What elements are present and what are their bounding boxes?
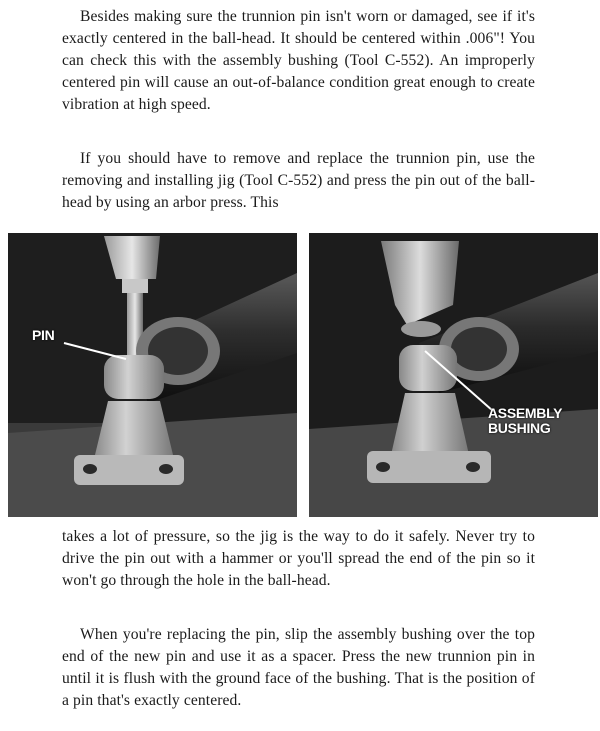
photo-right-illustration: [309, 233, 598, 517]
callout-assembly-bushing: [488, 406, 562, 436]
photo-arbor-press-pin: [8, 233, 297, 517]
paragraph-pressure-warning: takes a lot of pressure, so the jig is the way to do it safely. Never try to drive the pin out with a hammer or you'll spread the end of the pin so it won't go through the hole in the ball-head.: [62, 528, 535, 589]
photo-left-illustration: [8, 233, 297, 517]
callout-bushing-line2: BUSHING: [488, 420, 551, 436]
paragraph-remove-pin: If you should have to remove and replace the trunnion pin, use the removing and installing jig (Tool C-552) and press the pin out of the ball-head by using an arbor press. This: [62, 150, 535, 211]
photo-arbor-press-bushing: [309, 233, 598, 517]
callout-bushing-line1: ASSEMBLY: [488, 405, 563, 421]
callout-pin: PIN: [32, 327, 55, 343]
paragraph-replace-pin: When you're replacing the pin, slip the assembly bushing over the top end of the new pin and use it as a spacer. Press the new trunnion pin in until it is flush with the ground face of the bushing. That is the position of a pin that's exactly centered.: [62, 626, 535, 709]
paragraph-trunnion-check: Besides making sure the trunnion pin isn't worn or damaged, see if it's exactly centered in the ball-head. It should be centered within .006"! You can check this with the assembly bushing (Tool C-552). An improperly centered pin will cause an out-of-balance condition great enough to create vibration at high speed.: [62, 8, 535, 113]
